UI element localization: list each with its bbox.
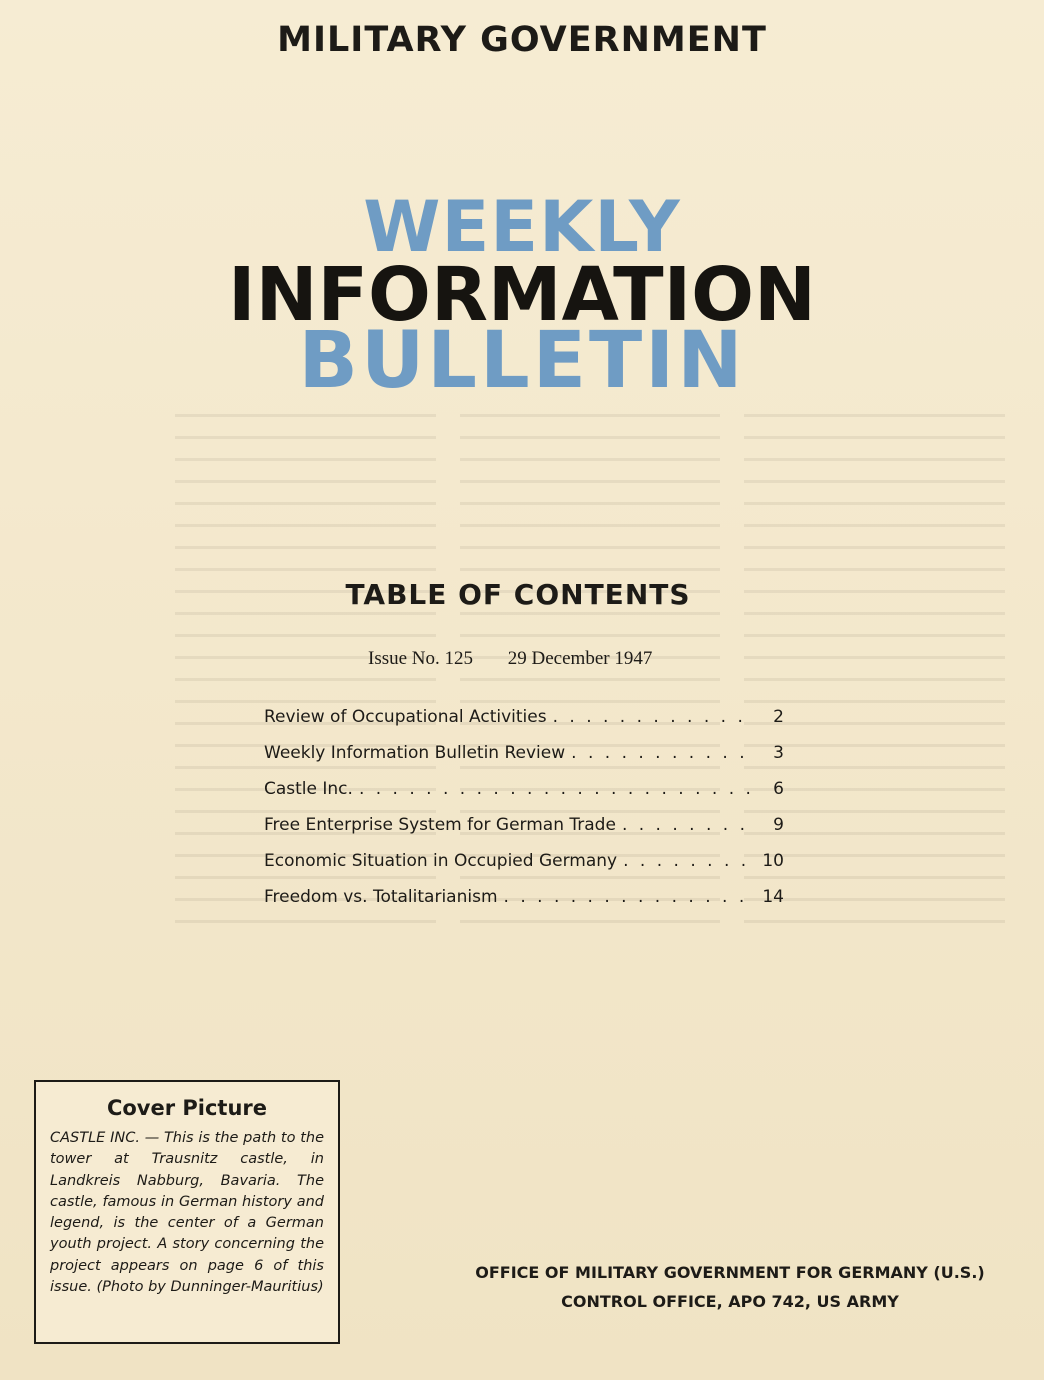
- toc-item[interactable]: [264, 851, 784, 887]
- toc-item-label: Weekly Information Bulletin Review: [264, 743, 566, 763]
- toc-item-label: Freedom vs. Totalitarianism: [264, 887, 498, 907]
- toc-heading: TABLE OF CONTENTS: [345, 578, 691, 611]
- toc-item-label: Castle Inc.: [264, 779, 353, 799]
- issue-line: [368, 648, 652, 670]
- toc-item[interactable]: [264, 707, 784, 743]
- toc-leader-dots: [623, 851, 756, 871]
- title-weekly: WEEKLY: [363, 186, 681, 268]
- toc-item-label: Economic Situation in Occupied Germany: [264, 851, 618, 871]
- toc-item[interactable]: [264, 779, 784, 815]
- toc-leader-dots: [504, 887, 756, 907]
- cover-picture-box: [34, 1080, 340, 1344]
- toc-item[interactable]: [264, 743, 784, 779]
- toc-leader-dots: [622, 815, 756, 835]
- toc-leader-dots: [553, 707, 756, 727]
- office-imprint: [420, 1258, 1040, 1316]
- toc-item-page: 9: [773, 815, 784, 835]
- toc-item-page: 6: [773, 779, 784, 799]
- toc-item-page: 3: [773, 743, 784, 763]
- issue-date: 29 December 1947: [507, 648, 653, 669]
- masthead: MILITARY GOVERNMENT: [277, 20, 767, 60]
- toc-item-label: Free Enterprise System for German Trade: [264, 815, 616, 835]
- title-bulletin: BULLETIN: [298, 316, 746, 406]
- toc-item[interactable]: [264, 887, 784, 923]
- toc-item-label: Review of Occupational Activities: [264, 707, 547, 727]
- toc-list: [264, 707, 784, 923]
- cover-picture-caption: CASTLE INC. — This is the path to the tower at Trausnitz castle, in Landkreis Nabburg, Bavaria. The castle, famous in German history and legend, is the center of a German youth project. A story concerning the project appears on page 6 of this issue. (Photo by Dunninger-Mauritius): [50, 1130, 324, 1296]
- office-line-1: OFFICE OF MILITARY GOVERNMENT FOR GERMANY (U.S.): [475, 1263, 985, 1282]
- toc-leader-dots: [571, 743, 756, 763]
- title-information: INFORMATION: [228, 252, 816, 338]
- office-line-2: CONTROL OFFICE, APO 742, US ARMY: [561, 1292, 899, 1311]
- toc-item[interactable]: [264, 815, 784, 851]
- issue-number: Issue No. 125: [368, 648, 474, 669]
- toc-item-page: 14: [762, 887, 784, 907]
- toc-leader-dots: [359, 779, 756, 799]
- toc-item-page: 2: [773, 707, 784, 727]
- cover-picture-title: Cover Picture: [106, 1096, 268, 1120]
- toc-item-page: 10: [762, 851, 784, 871]
